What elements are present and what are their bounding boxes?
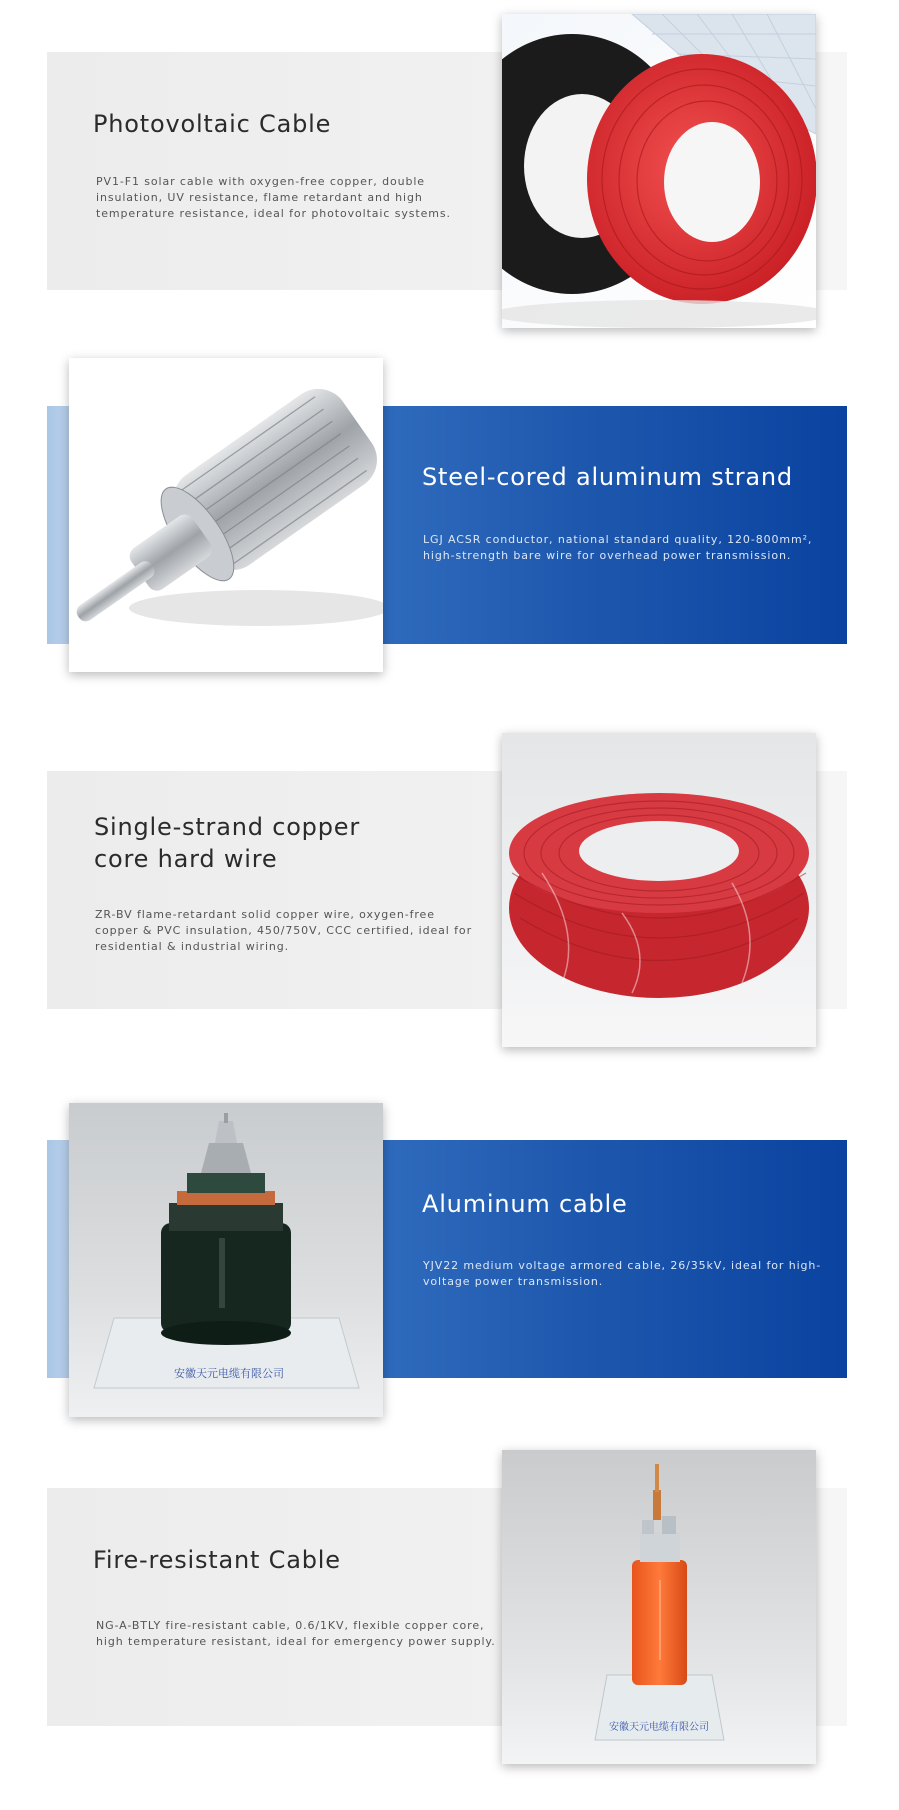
product-description: NG-A-BTLY fire-resistant cable, 0.6/1KV, flexible copper core, high temperature resistant, ideal for emergency power supply. xyxy=(96,1619,496,1648)
product-section-acsr xyxy=(0,355,899,685)
product-title xyxy=(94,811,360,875)
product-title: Aluminum cable xyxy=(422,1190,628,1218)
product-title-line: core hard wire xyxy=(94,845,278,873)
product-section-aluminum-cable xyxy=(0,1080,899,1410)
product-image-armored-cable xyxy=(69,1103,383,1417)
product-title-line: Single-strand copper xyxy=(94,813,360,841)
product-description: YJV22 medium voltage armored cable, 26/35kV, ideal for high-voltage power transmission. xyxy=(423,1259,822,1288)
sample-stand-label: 安徽天元电缆有限公司 xyxy=(609,1722,709,1733)
product-section-fire-resistant xyxy=(0,1450,899,1780)
section-background xyxy=(380,406,847,644)
product-title: Fire-resistant Cable xyxy=(93,1546,341,1574)
product-section-copper-wire xyxy=(0,720,899,1050)
product-image-acsr xyxy=(69,358,383,672)
product-description: ZR-BV flame-retardant solid copper wire, oxygen-free copper & PVC insulation, 450/750V, CCC certified, ideal for residential & industrial wiring. xyxy=(95,908,472,953)
product-image-red-wire-coil xyxy=(502,733,816,1047)
sample-stand-label: 安徽天元电缆有限公司 xyxy=(174,1367,284,1380)
product-image-fire-resistant-cable xyxy=(502,1450,816,1764)
product-image-solar-cable xyxy=(502,14,816,328)
product-description: LGJ ACSR conductor, national standard quality, 120-800mm², high-strength bare wire for overhead power transmission. xyxy=(423,533,813,562)
product-title: Photovoltaic Cable xyxy=(93,110,332,138)
product-section-photovoltaic xyxy=(0,0,899,330)
product-title: Steel-cored aluminum strand xyxy=(422,463,793,491)
product-description: PV1-F1 solar cable with oxygen-free copper, double insulation, UV resistance, flame retardant and high temperature resistance, ideal for photovoltaic systems. xyxy=(96,175,451,220)
